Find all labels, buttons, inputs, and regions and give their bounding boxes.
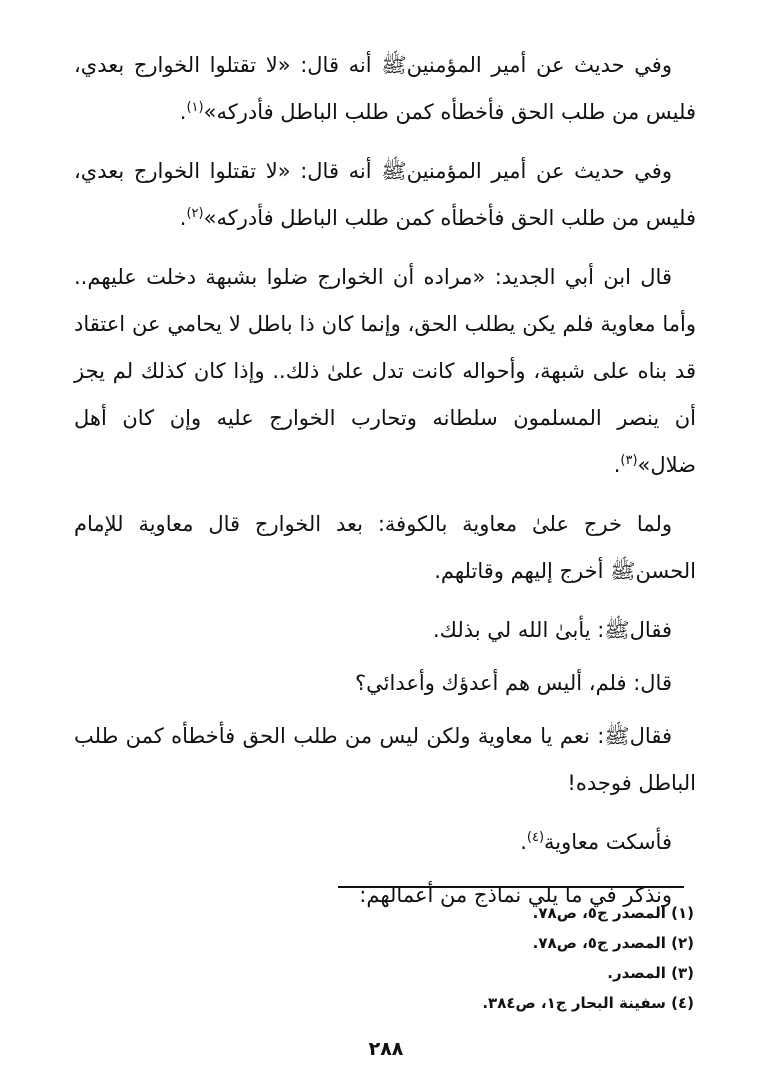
paragraph-text: قال ابن أبي الجديد: «مراده أن الخوارج ضلوا بشبهة دخلت عليهم.. وأما معاوية فلم يكن يطلب الحق، وإنما كان ذا باطل لا يحامي عن اعتقاد قد بناه على شبهة، وأحواله كانت تدل علىٰ ذلك.. وإذا كان كذلك لم يجز أن ينصر المسلمون سلطانه وتحارب الخوارج عليه وإن كان أهل ضلال»: [74, 265, 696, 477]
footnote-reference[interactable]: (٣): [620, 453, 638, 468]
footnote-2: (٢) المصدر ج٥، ص٧٨.: [532, 934, 694, 952]
paragraph-dialogue-1: [74, 607, 696, 654]
body-text: [74, 42, 696, 931]
paragraph-text: فأسكت معاوية: [544, 830, 672, 854]
paragraph-text: فقالﷺ: نعم يا معاوية ولكن ليس من طلب الحق فأخطأه كمن طلب الباطل فوجده!: [74, 724, 696, 795]
paragraph-muawiya-silenced: [74, 819, 696, 866]
paragraph-text: وفي حديث عن أمير المؤمنينﷺ أنه قال: «لا تقتلوا الخوارج بعدي، فليس من طلب الحق فأخطأه كمن طلب الباطل فأدركه»: [74, 53, 696, 124]
paragraph-dialogue-3: [74, 713, 696, 807]
footnote-1: (١) المصدر ج٥، ص٧٨.: [532, 904, 694, 922]
paragraph-end: .: [520, 830, 527, 854]
page-number: ٢٨٨: [368, 1038, 404, 1060]
paragraph-text: ونذكر في ما يلي نماذج من أعمالهم:: [359, 883, 672, 907]
footnote-3: (٣) المصدر.: [607, 964, 694, 982]
paragraph-text: ولما خرج علىٰ معاوية بالكوفة: بعد الخوارج قال معاوية للإمام الحسنﷺ أخرج إليهم وقاتلهم.: [74, 512, 696, 583]
paragraph-muawiya-kufa: [74, 501, 696, 595]
paragraph-ibn-abi-al-hadid: [74, 254, 696, 489]
paragraph-hadith-1: [74, 42, 696, 136]
footnotes: [194, 898, 694, 1018]
footnote-divider: [338, 886, 684, 888]
paragraph-text: قال: فلم، أليس هم أعدؤك وأعدائي؟: [355, 671, 672, 695]
footnote-reference[interactable]: (٢): [186, 206, 204, 221]
paragraph-text: فقالﷺ: يأبىٰ الله لي بذلك.: [432, 618, 672, 642]
paragraph-dialogue-2: [74, 660, 696, 707]
footnote-4: (٤) سفينة البحار ج١، ص٣٨٤.: [482, 994, 694, 1012]
paragraph-end: .: [613, 453, 621, 477]
paragraph-hadith-2: [74, 148, 696, 242]
paragraph-end: .: [179, 206, 187, 230]
paragraph-end: .: [179, 100, 187, 124]
paragraph-text: وفي حديث عن أمير المؤمنينﷺ أنه قال: «لا تقتلوا الخوارج بعدي، فليس من طلب الحق فأخطأه كمن طلب الباطل فأدركه»: [74, 159, 696, 230]
footnote-reference[interactable]: (٤): [526, 830, 545, 845]
footnote-reference[interactable]: (١): [186, 100, 204, 115]
